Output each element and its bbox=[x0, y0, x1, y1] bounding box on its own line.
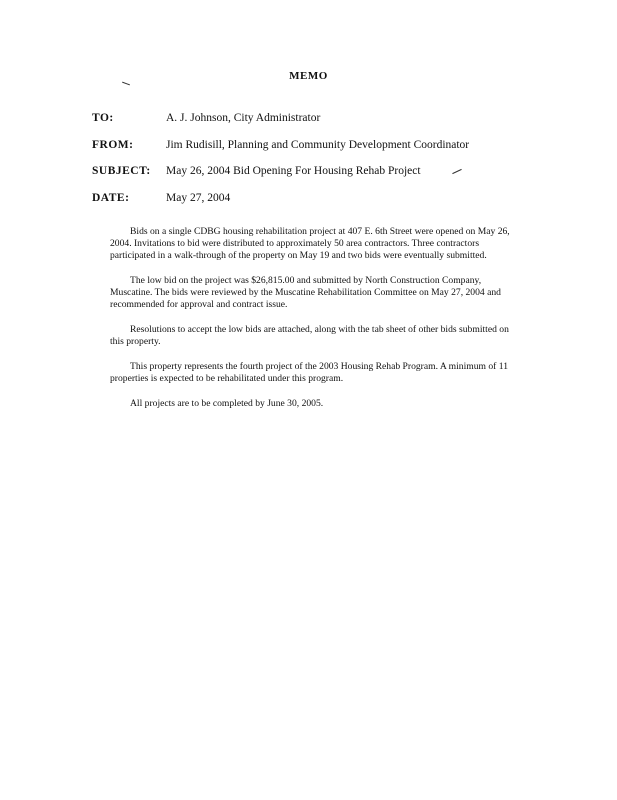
text-line: Bids on a single CDBG housing rehabilitation project at 407 E. 6th Street were opened on May 26, bbox=[130, 226, 510, 237]
paragraph-completion bbox=[110, 398, 540, 410]
text-line: Muscatine. The bids were reviewed by the Muscatine Rehabilitation Committee on May 27, 2004 and bbox=[110, 287, 501, 299]
to-value: A. J. Johnson, City Administrator bbox=[166, 112, 321, 124]
scan-mark bbox=[452, 169, 461, 174]
header-date bbox=[92, 192, 230, 204]
header-from bbox=[92, 139, 469, 151]
memo-title: MEMO bbox=[289, 70, 328, 82]
text-line: properties is expected to be rehabilitated under this program. bbox=[110, 373, 344, 385]
paragraph-low-bid bbox=[110, 275, 540, 312]
from-label: FROM: bbox=[92, 139, 134, 151]
text-line: participated in a walk-through of the property on May 19 and two bids were eventually submitted. bbox=[110, 250, 487, 262]
text-line: All projects are to be completed by June 30, 2005. bbox=[130, 398, 324, 409]
text-line: this property. bbox=[110, 336, 161, 348]
subject-label: SUBJECT: bbox=[92, 165, 151, 177]
text-line: 2004. Invitations to bid were distributed to approximately 50 area contractors. Three contractors bbox=[110, 238, 480, 250]
scan-mark bbox=[122, 82, 130, 86]
text-line: Resolutions to accept the low bids are attached, along with the tab sheet of other bids submitted on bbox=[130, 324, 509, 335]
date-label: DATE: bbox=[92, 192, 130, 204]
date-value: May 27, 2004 bbox=[166, 192, 231, 204]
paragraph-program bbox=[110, 361, 540, 385]
from-value: Jim Rudisill, Planning and Community Development Coordinator bbox=[166, 139, 470, 151]
header-subject bbox=[92, 165, 421, 177]
paragraph-resolutions bbox=[110, 324, 540, 348]
paragraph-bids bbox=[110, 226, 540, 263]
text-line: The low bid on the project was $26,815.00 and submitted by North Construction Company, bbox=[130, 275, 482, 286]
header-to bbox=[92, 112, 320, 124]
subject-value: May 26, 2004 Bid Opening For Housing Rehab Project bbox=[166, 165, 421, 177]
text-line: This property represents the fourth project of the 2003 Housing Rehab Program. A minimum of 11 bbox=[130, 361, 508, 372]
to-label: TO: bbox=[92, 112, 114, 124]
text-line: recommended for approval and contract issue. bbox=[110, 299, 288, 311]
